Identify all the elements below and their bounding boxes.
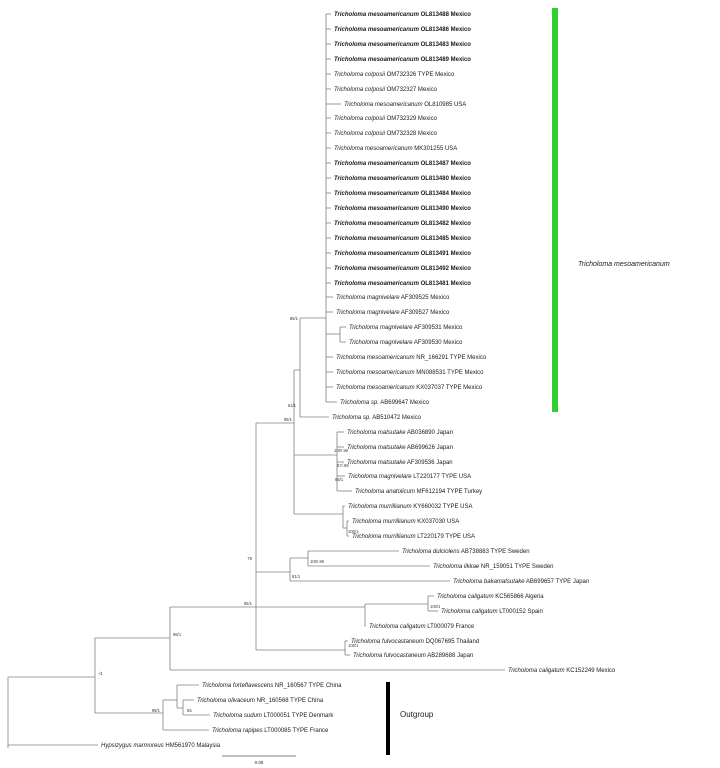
support-value: 51/1: [287, 403, 296, 408]
taxon-label: Tricholoma sudum LT000051 TYPE Denmark: [213, 713, 334, 719]
taxon-label: Tricholoma matsutake AB699626 Japan: [347, 445, 453, 451]
support-value: 81/1: [292, 574, 301, 579]
taxon-label: Tricholoma rapipes LT000085 TYPE France: [212, 728, 329, 734]
taxon-label: Tricholoma mesoamericanum OL813489 Mexico: [334, 57, 471, 63]
tree-branches-layer: [8, 12, 616, 749]
taxon-label: Tricholoma caligatum LT000152 Spain: [441, 609, 543, 615]
taxon-label: Tricholoma fulvocastaneum AB289688 Japan: [353, 653, 474, 659]
taxon-label: Tricholoma magnivelare AF309527 Mexico: [336, 310, 450, 316]
support-value: 55: [187, 708, 192, 713]
taxon-label: Tricholoma sp. AB510472 Mexico: [332, 415, 421, 421]
taxon-label: Tricholoma magnivelare AF309531 Mexico: [349, 325, 463, 331]
support-value: 100/.96: [310, 559, 324, 564]
support-value: 95/1: [243, 601, 252, 606]
taxon-label: Tricholoma anatolicum MF612194 TYPE Turkey: [355, 489, 483, 495]
taxon-label: Tricholoma mesoamericanum NR_166291 TYPE Mexico: [336, 355, 487, 361]
support-value: 98/1: [173, 632, 182, 637]
taxon-label: Tricholoma ilkkae NR_159051 TYPE Sweden: [433, 564, 554, 570]
taxon-label: Tricholoma mesoamericanum OL813488 Mexico: [334, 12, 471, 18]
taxon-label: Tricholoma mesoamericanum OL813484 Mexico: [334, 191, 471, 197]
taxon-label: Tricholoma mesoamericanum KX037037 TYPE Mexico: [336, 385, 483, 391]
taxon-label: Tricholoma mesoamericanum OL813485 Mexico: [334, 236, 471, 242]
support-value: 79: [247, 556, 252, 561]
taxon-label: Tricholoma mesoamericanum OL813483 Mexico: [334, 42, 471, 48]
mesoamericanum-clade-label: Tricholoma mesoamericanum: [578, 261, 670, 268]
taxon-label: Tricholoma forteflavescens NR_160567 TYPE China: [202, 683, 342, 689]
taxon-label: Tricholoma colposii OM732326 TYPE Mexico: [334, 72, 455, 78]
taxon-label: Tricholoma caligatum KC565866 Algeria: [437, 594, 544, 600]
taxon-label: Tricholoma olivaceum NR_160568 TYPE China: [197, 698, 324, 704]
taxon-label: Tricholoma magnivelare LT220177 TYPE USA: [348, 474, 472, 480]
taxon-label: Tricholoma fulvocastaneum DQ067695 Thailand: [351, 639, 480, 645]
taxon-label: Tricholoma mesoamericanum OL813490 Mexico: [334, 206, 471, 212]
support-value: 100/1: [430, 604, 441, 609]
taxon-label: Tricholoma mesoamericanum OL813491 Mexico: [334, 251, 471, 257]
support-value: 99/1: [283, 417, 292, 422]
mesoamericanum-clade-bar: [552, 8, 558, 412]
outgroup-clade-bar: [386, 682, 390, 755]
taxon-label: Tricholoma magnivelare AF309530 Mexico: [349, 340, 463, 346]
taxon-label: Tricholoma colposii OM732329 Mexico: [334, 116, 437, 122]
taxon-label: Tricholoma mesoamericanum MK301255 USA: [334, 146, 458, 152]
taxon-label: Tricholoma mesoamericanum OL813480 Mexico: [334, 176, 471, 182]
taxon-label: Tricholoma murrillianum KX037030 USA: [352, 519, 460, 525]
support-value: 100/1: [348, 643, 359, 648]
taxon-label: Tricholoma mesoamericanum OL813482 Mexico: [334, 221, 471, 227]
taxon-label: Tricholoma mesoamericanum OL813486 Mexico: [334, 27, 471, 33]
support-value: 100/.96: [334, 448, 348, 453]
taxon-label: Tricholoma matsutake AF309536 Japan: [347, 460, 453, 466]
taxon-label: Tricholoma dulciolens AB738883 TYPE Sweden: [402, 549, 530, 555]
taxon-label: Tricholoma murrillianum KY660032 TYPE USA: [348, 504, 473, 510]
taxon-label: Tricholoma caligatum LT000079 France: [369, 624, 475, 630]
taxon-label: Tricholoma murrillianum LT220179 TYPE USA: [352, 534, 476, 540]
support-value: 67/.98: [337, 463, 349, 468]
support-value: -/1: [98, 671, 103, 676]
taxon-label: Tricholoma mesoamericanum MN088531 TYPE Mexico: [336, 370, 484, 376]
taxon-label: Tricholoma bakamatsutake AB699657 TYPE Japan: [453, 579, 590, 585]
taxon-label: Tricholoma colposii OM732328 Mexico: [334, 131, 437, 137]
taxon-label: Tricholoma mesoamericanum OL813481 Mexico: [334, 281, 471, 287]
taxon-label: Tricholoma caligatum KC152249 Mexico: [508, 668, 616, 674]
support-value: 99/1: [151, 708, 160, 713]
taxon-label: Tricholoma magnivelare AF309525 Mexico: [336, 295, 450, 301]
taxon-label: Tricholoma colposii OM732327 Mexico: [334, 87, 437, 93]
taxon-label: Tricholoma sp. AB699647 Mexico: [340, 400, 429, 406]
taxon-label: Hypsizygus marmoreus HM561970 Malaysia: [101, 743, 221, 749]
taxon-label: Tricholoma mesoamericanum OL813492 Mexico: [334, 266, 471, 272]
support-value: 100/1: [348, 529, 359, 534]
taxon-label: Tricholoma mesoamericanum OL813487 Mexico: [334, 161, 471, 167]
support-value: 88/1: [335, 477, 344, 482]
support-value: 86/1: [289, 316, 298, 321]
taxon-label: Tricholoma mesoamericanum OL810985 USA: [344, 102, 467, 108]
outgroup-clade-label: Outgroup: [400, 710, 434, 719]
taxon-label: Tricholoma matsutake AB036890 Japan: [347, 430, 453, 436]
scale-bar-label: 0.05: [254, 760, 264, 765]
